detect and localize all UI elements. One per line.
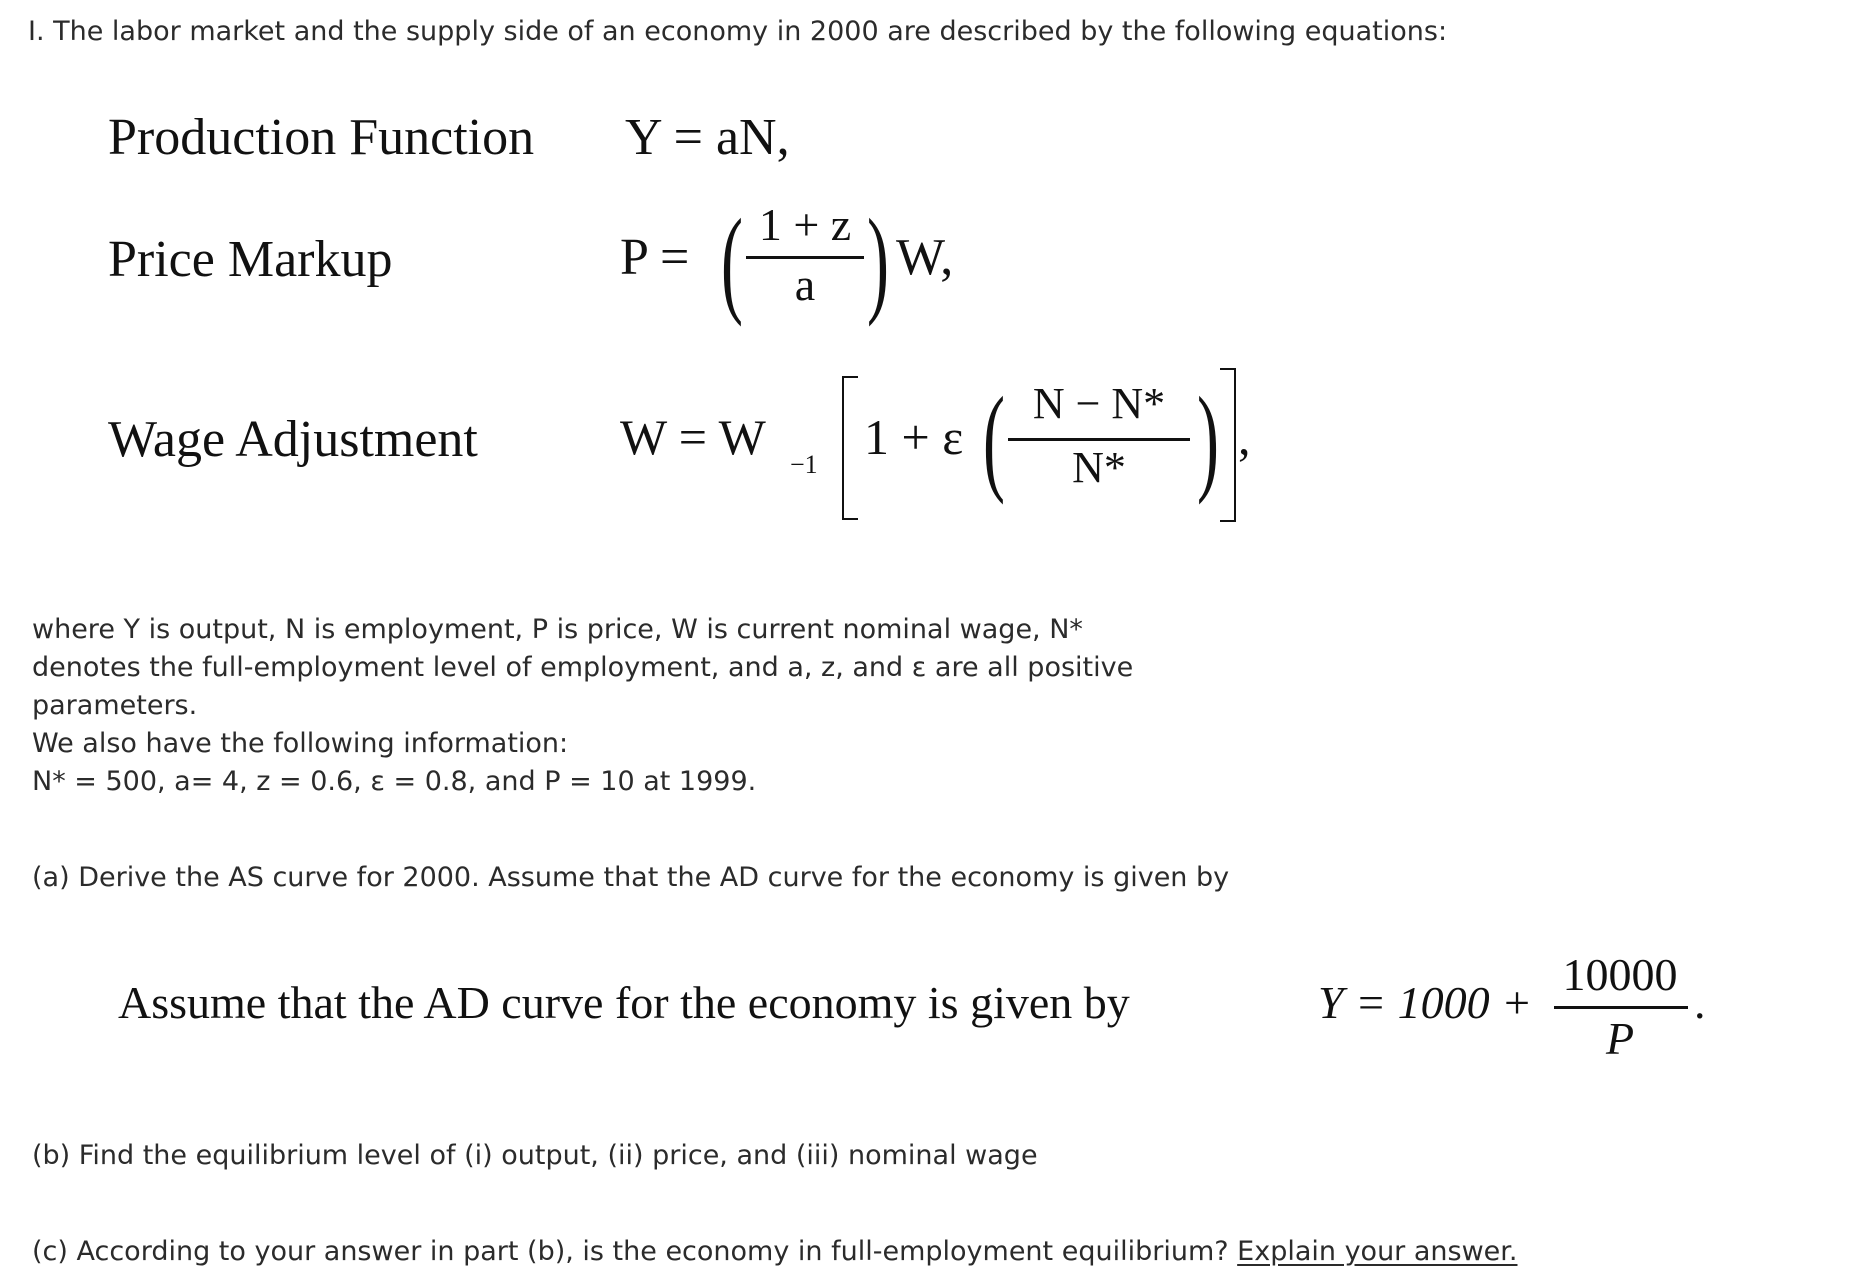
ad-fraction-bar bbox=[1554, 1006, 1688, 1009]
ad-tail: . bbox=[1694, 977, 1706, 1028]
wage-left-paren: ( bbox=[982, 372, 1005, 505]
part-c-text: (c) According to your answer in part (b), is the economy in full-employment equilibrium? bbox=[32, 1236, 1238, 1267]
wage-label: Wage Adjustment bbox=[108, 411, 478, 468]
wage-lhs: W = W bbox=[620, 409, 766, 465]
markup-denominator: a bbox=[794, 259, 816, 310]
wage-subscript: −1 bbox=[790, 450, 818, 479]
explain-link[interactable]: Explain your answer. bbox=[1237, 1236, 1518, 1267]
ad-curve bbox=[118, 948, 1738, 1078]
wage-formula bbox=[620, 370, 1260, 530]
part-b: (b) Find the equilibrium level of (i) output, (ii) price, and (iii) nominal wage bbox=[32, 1140, 1038, 1171]
markup-label: Price Markup bbox=[108, 231, 393, 288]
markup-formula bbox=[620, 194, 1000, 340]
where-line-3: parameters. bbox=[32, 690, 198, 721]
markup-numerator: 1 + z bbox=[758, 199, 852, 250]
markup-lhs: P = bbox=[620, 229, 690, 286]
markup-right-paren: ) bbox=[866, 194, 889, 327]
ad-text: Assume that the AD curve for the economy is given by bbox=[118, 977, 1130, 1028]
info-label: We also have the following information: bbox=[32, 728, 569, 759]
wage-denominator: N* bbox=[1072, 443, 1126, 492]
wage-numerator: N − N* bbox=[1032, 379, 1166, 428]
production-formula: Y = aN, bbox=[625, 109, 790, 166]
ad-numerator: 10000 bbox=[1562, 949, 1678, 1000]
part-c bbox=[32, 1236, 1518, 1267]
part-a: (a) Derive the AS curve for 2000. Assume that the AD curve for the economy is given by bbox=[32, 862, 1230, 893]
wage-fraction-bar bbox=[1008, 438, 1190, 441]
where-line-1: where Y is output, N is employment, P is price, W is current nominal wage, N* bbox=[32, 614, 1083, 645]
question-intro: I. The labor market and the supply side of an economy in 2000 are described by the following equations: bbox=[28, 16, 1448, 47]
ad-denominator: P bbox=[1605, 1013, 1635, 1064]
production-label: Production Function bbox=[108, 109, 535, 166]
ad-lhs: Y = 1000 + bbox=[1318, 977, 1533, 1028]
wage-one-plus-eps: 1 + ε bbox=[864, 409, 964, 465]
wage-right-bracket bbox=[1220, 368, 1236, 522]
wage-right-paren: ) bbox=[1196, 372, 1219, 505]
info-values: N* = 500, a= 4, z = 0.6, ε = 0.8, and P = 10 at 1999. bbox=[32, 766, 757, 797]
where-line-2: denotes the full-employment level of employment, and a, z, and ε are all positive bbox=[32, 652, 1134, 683]
wage-left-bracket bbox=[842, 376, 858, 520]
markup-rhs: W, bbox=[896, 229, 954, 286]
markup-left-paren: ( bbox=[720, 194, 743, 327]
wage-tail: , bbox=[1238, 409, 1251, 465]
